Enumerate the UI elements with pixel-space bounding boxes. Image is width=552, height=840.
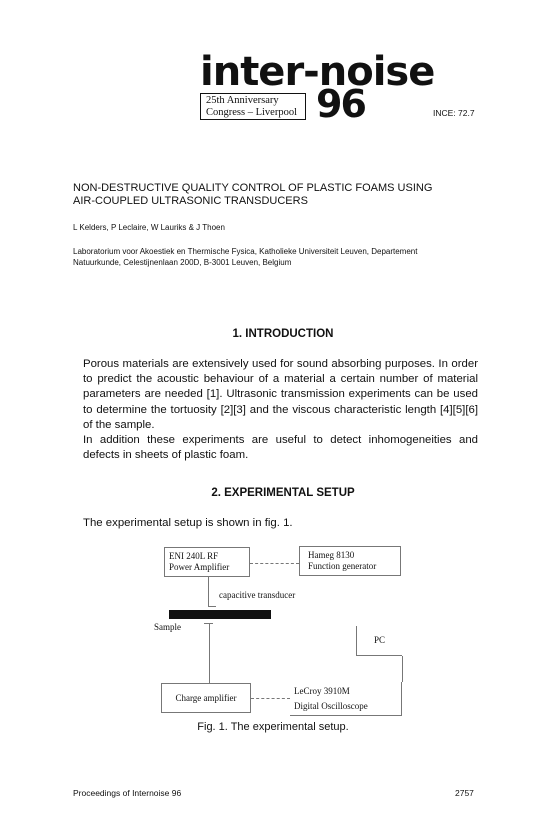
page-number: 2757 [455, 788, 474, 798]
intro-paragraph-1: Porous materials are extensively used for sound absorbing purposes. In order to predict the acoustic behaviour of a material a certain number of material parameters are needed [1]. Ultrasonic transmission experiments can be used to determine the tortuosity [2][3] and the viscous characteristic length [4][5][6] of the sample. [83, 358, 478, 431]
intro-paragraph-2: In addition these experiments are useful to detect inhomogeneities and defects in sheets of plastic foam. [83, 434, 478, 462]
paper-authors: L Kelders, P Leclaire, W Lauriks & J Thoen [73, 223, 225, 232]
function-generator-model: Hameg 8130 [308, 550, 355, 560]
sample-bar [169, 610, 271, 619]
amp-transducer-link [208, 577, 209, 607]
anniversary-line-2: Congress – Liverpool [206, 107, 297, 118]
charge-scope-link [251, 698, 290, 699]
ince-reference: INCE: 72.7 [433, 108, 475, 118]
paper-title [73, 182, 473, 208]
logo-year: 96 [316, 82, 365, 126]
charge-amplifier-box [161, 683, 251, 713]
oscilloscope-box [290, 682, 402, 716]
setup-heading: 2. EXPERIMENTAL SETUP [211, 487, 355, 499]
transducer-bracket-top [208, 606, 216, 607]
oscilloscope-model: LeCroy 3910M [294, 686, 350, 696]
pc-scope-link [402, 656, 403, 682]
anniversary-badge [200, 93, 306, 120]
power-amplifier-label: Power Amplifier [169, 562, 230, 572]
pc-box [356, 626, 402, 656]
figure-caption: Fig. 1. The experimental setup. [197, 721, 349, 733]
receiver-charge-link [209, 623, 210, 683]
transducer-label: capacitive transducer [219, 590, 296, 600]
sample-label: Sample [154, 622, 181, 632]
function-generator-label: Function generator [308, 561, 377, 571]
pc-label: PC [373, 635, 385, 645]
footer-proceedings: Proceedings of Internoise 96 [73, 788, 182, 798]
anniversary-line-1: 25th Anniversary [206, 95, 279, 106]
title-line-1: NON-DESTRUCTIVE QUALITY CONTROL OF PLASTIC FOAMS USING [73, 182, 433, 194]
intro-heading: 1. INTRODUCTION [232, 328, 334, 340]
charge-amplifier-label: Charge amplifier [175, 693, 237, 703]
oscilloscope-label: Digital Oscilloscope [294, 701, 368, 711]
amp-generator-link [250, 563, 299, 564]
power-amplifier-box [164, 547, 250, 577]
paper-affiliation [73, 246, 493, 268]
affiliation-line-2: Natuurkunde, Celestijnenlaan 200D, B-3001 Leuven, Belgium [73, 258, 292, 267]
title-line-2: AIR-COUPLED ULTRASONIC TRANSDUCERS [73, 195, 308, 207]
internoise-logo: inter-noise [200, 49, 435, 95]
function-generator-box [299, 546, 401, 576]
setup-paragraph: The experimental setup is shown in fig. 1. [83, 517, 293, 529]
affiliation-line-1: Laboratorium voor Akoestiek en Thermische Fysica, Katholieke Universiteit Leuven, Departement [73, 247, 418, 256]
power-amplifier-model: ENI 240L RF [169, 551, 219, 561]
